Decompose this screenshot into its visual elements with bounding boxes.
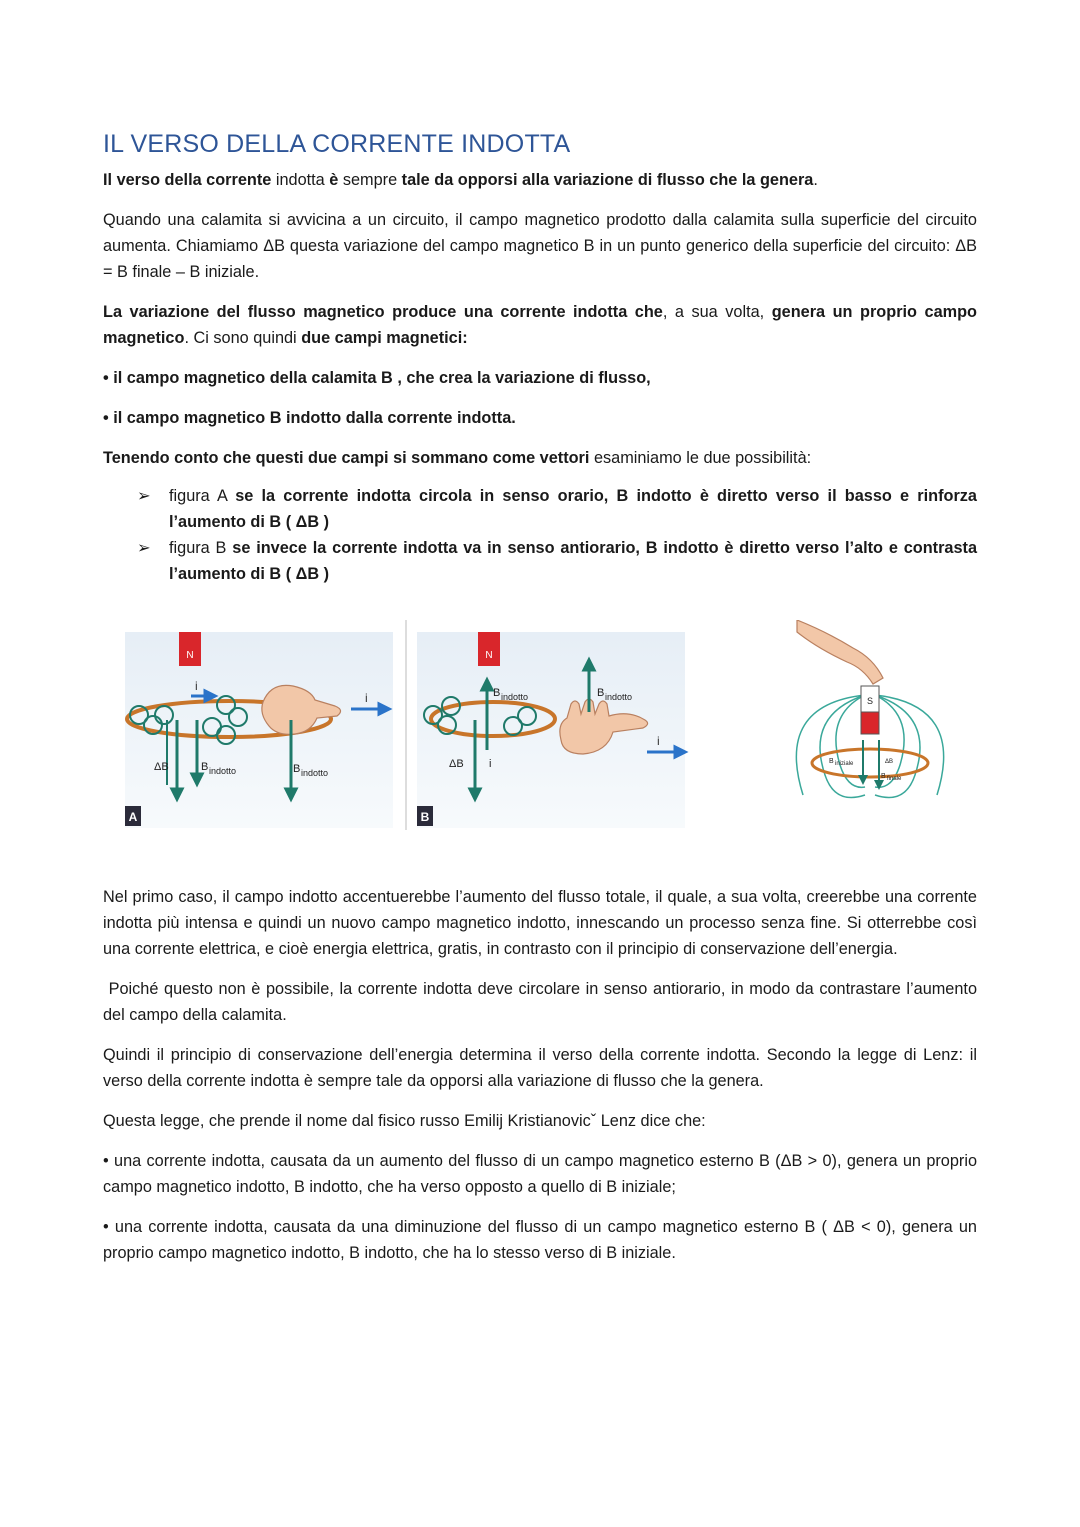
list-item-bold: se invece la corrente indotta va in senso antiorario, B indotto è diretto verso l’alto e contrasta l’aumento di B ( ΔB ) [169, 539, 978, 583]
list-item [137, 535, 977, 587]
b-vector-label: B [881, 773, 886, 780]
document-page [103, 130, 982, 1262]
intro-paragraph [103, 167, 977, 193]
intro-bold-2: è [329, 171, 339, 189]
magnet-label: S [866, 696, 874, 706]
b-vector-label: B [829, 758, 834, 765]
figures-illustration [103, 620, 977, 835]
paragraph-5: Poiché questo non è possibile, la corrente indotta deve circolare in senso antiorario, in modo da contrastare l’aumento del campo della calamita. [103, 980, 982, 1024]
para2-text-1: , a sua volta, [662, 303, 772, 321]
b-vector-label: B [597, 687, 605, 699]
figure-b [417, 632, 685, 828]
b-vector-label: B [493, 687, 501, 699]
delta-b-label: ΔB [885, 759, 894, 765]
para2-bold-1: La variazione del flusso magnetico produce una corrente indotta che [103, 303, 663, 321]
intro-bold-1: Il verso della corrente [103, 171, 272, 189]
b-vector-label: B [293, 763, 301, 775]
figure-b-label: B [420, 810, 430, 824]
b-indotto-subscript: indotto [605, 692, 633, 702]
current-label: i [195, 679, 198, 693]
b-iniziale-subscript: iniziale [835, 761, 854, 767]
page-title: IL VERSO DELLA CORRENTE INDOTTA [103, 130, 571, 158]
arrow-bullet-icon: ➢ [137, 487, 151, 505]
current-label: i [489, 758, 492, 770]
b-indotto-subscript: indotto [301, 768, 329, 778]
bullet-2 [103, 405, 977, 431]
magnet-label: N [485, 650, 493, 661]
paragraph-9: • una corrente indotta, causata da una diminuzione del flusso di un campo magnetico esterno B ( ΔB < 0), genera un proprio campo magnetico indotto, B indotto, che ha lo stesso verso di B iniziale. [103, 1218, 977, 1262]
intro-text-2: sempre [338, 171, 402, 189]
intro-bold-3: tale da opporsi alla variazione di flusso che la genera [401, 171, 814, 189]
b-vector-label: B [201, 761, 209, 773]
bullet-2-text: • il campo magnetico B indotto dalla corrente indotta. [103, 409, 516, 427]
delta-b-label: ΔB [449, 758, 464, 770]
intro-text-3: . [813, 171, 818, 189]
bullet-1 [103, 365, 977, 391]
figures-row [103, 620, 977, 835]
bullet-1-text: • il campo magnetico della calamita B , che crea la variazione di flusso, [103, 369, 651, 387]
list-item-bold: se la corrente indotta circola in senso orario, B indotto è diretto verso il basso e rinforza l’aumento di B ( ΔB ) [169, 487, 977, 531]
para2-bold-3: due campi magnetici: [301, 329, 468, 347]
b-finale-subscript: finale [887, 776, 902, 782]
figure-a-label: A [128, 810, 138, 824]
paragraph-1: Quando una calamita si avvicina a un circuito, il campo magnetico prodotto dalla calamita sulla superficie del circuito aumenta. Chiamiamo ΔB questa variazione del campo magnetico B in un punto generico della superficie del circuito: ΔB = B finale – B iniziale. [103, 211, 977, 281]
paragraph-8: • una corrente indotta, causata da un aumento del flusso di un campo magnetico esterno B (ΔB > 0), genera un proprio campo magnetico indotto, B indotto, che ha verso opposto a quello di B iniziale; [103, 1152, 977, 1196]
intro-text-1: indotta [271, 171, 330, 189]
figure-a [125, 632, 393, 828]
current-label: i [657, 734, 660, 748]
lower-text [103, 884, 982, 1280]
delta-b-label: ΔB [154, 761, 169, 773]
list-item [137, 483, 977, 535]
current-label: i [365, 691, 368, 705]
arrow-bullet-icon: ➢ [137, 539, 151, 557]
paragraph-4: Nel primo caso, il campo indotto accentuerebbe l’aumento del flusso totale, il quale, a sua volta, creerebbe una corrente indotta più intensa e quindi un nuovo campo magnetico indotto, innescando un processo senza fine. Si otterrebbe così una corrente elettrica, e cioè energia elettrica, gratis, in contrasto con il principio di conservazione dell’energia. [103, 888, 977, 958]
list-item-prefix: figura A [169, 487, 236, 505]
para3-bold: Tenendo conto che questi due campi si sommano come vettori [103, 449, 590, 467]
para3-text: esaminiamo le due possibilità: [589, 449, 812, 467]
b-indotto-subscript: indotto [209, 766, 237, 776]
hand-icon [797, 620, 883, 684]
b-indotto-subscript: indotto [501, 692, 529, 702]
paragraph-3 [103, 445, 977, 471]
paragraph-2 [103, 299, 977, 351]
paragraph-7: Questa legge, che prende il nome dal fisico russo Emilij Kristianovicˇ Lenz dice che: [103, 1112, 706, 1130]
magnet-label: N [186, 650, 194, 661]
possibilities-list [137, 483, 977, 587]
list-item-prefix: figura B [169, 539, 233, 557]
paragraph-6: Quindi il principio di conservazione dell’energia determina il verso della corrente indotta. Secondo la legge di Lenz: il verso della corrente indotta è sempre tale da opporsi alla variazione di flusso che la genera. [103, 1046, 977, 1090]
para2-text-2: . Ci sono quindi [184, 329, 302, 347]
figure-c [796, 620, 943, 798]
para2-bold-2: genera un proprio campo magnetico [103, 303, 978, 347]
